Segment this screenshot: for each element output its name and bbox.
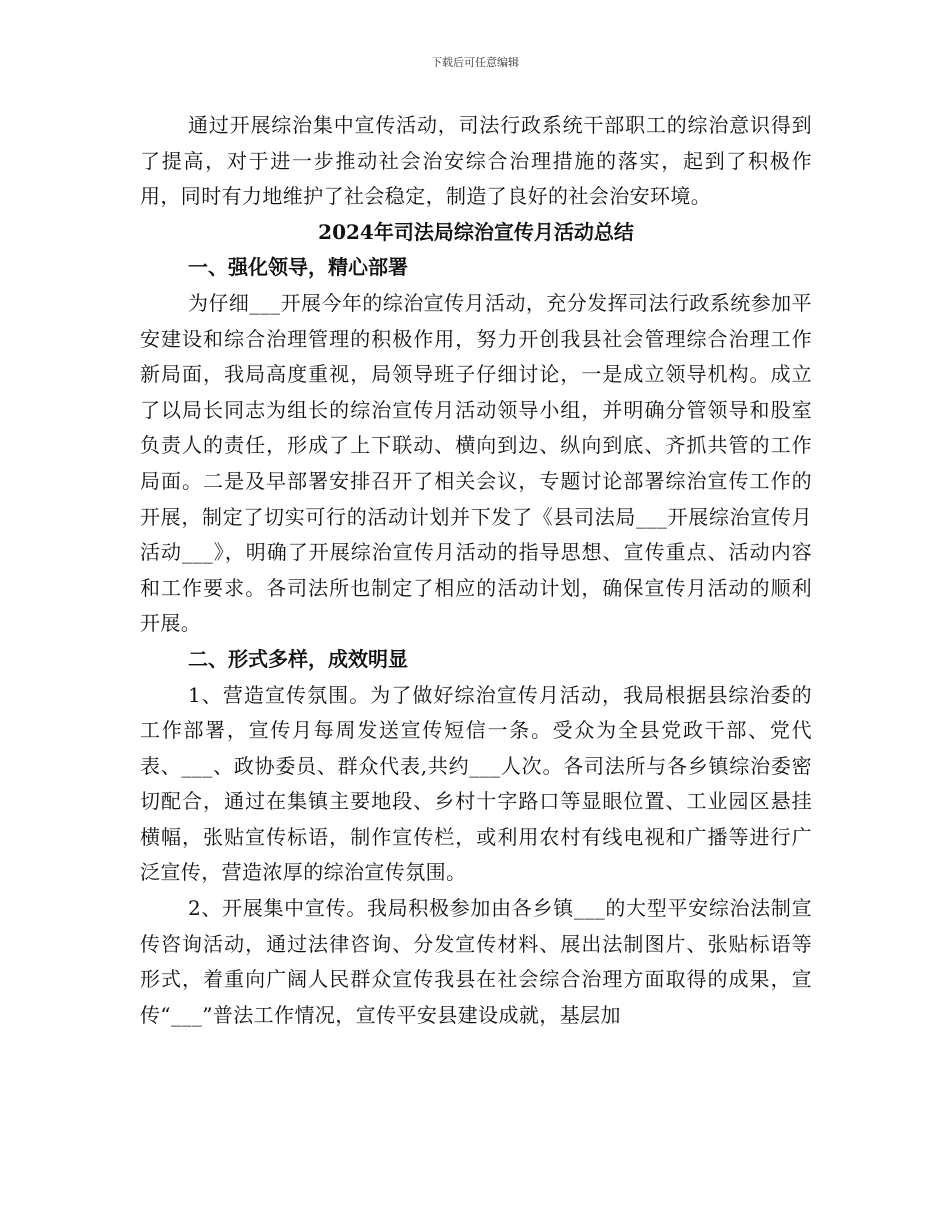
section2-heading: 二、形式多样，成效明显	[188, 646, 408, 671]
document-title: 2024年司法局综治宣传月活动总结	[318, 219, 634, 244]
section2-paragraph-1: 1、营造宣传氛围。为了做好综治宣传月活动，我局根据县综治委的工作部署，宣传月每周发送宣传短信一条。受众为全县党政干部、党代表、___、政协委员、群众代表,共约___人次。各司法所与各乡镇综治委密切配合，通过在集镇主要地段、乡村十字路口等显眼位置、工业园区悬挂横幅，张贴宣传标语，制作宣传栏，或利用农村有线电视和广播等进行广泛宣传，营造浓厚的综治宣传氛围。	[140, 682, 812, 885]
section2-paragraph-2: 2、开展集中宣传。我局积极参加由各乡镇___的大型平安综治法制宣传咨询活动，通过法律咨询、分发宣传材料、展出法制图片、张贴标语等形式，着重向广阔人民群众宣传我县在社会综合治理方面取得的成果，宣传“___”普法工作情况，宣传平安县建设成就，基层加	[140, 896, 812, 1027]
section1-paragraph: 为仔细___开展今年的综治宣传月活动，充分发挥司法行政系统参加平安建设和综合治理管理的积极作用，努力开创我县社会管理综合治理工作新局面，我局高度重视，局领导班子仔细讨论，一是成立领导机构。成立了以局长同志为组长的综治宣传月活动领导小组，并明确分管领导和股室负责人的责任，形成了上下联动、横向到边、纵向到底、齐抓共管的工作局面。二是及早部署安排召开了相关会议，专题讨论部署综治宣传工作的开展，制定了切实可行的活动计划并下发了《县司法局___开展综治宣传月活动___》，明确了开展综治宣传月活动的指导思想、宣传重点、活动内容和工作要求。各司法所也制定了相应的活动计划，确保宣传月活动的顺利开展。	[140, 290, 812, 636]
section1-heading: 一、强化领导，精心部署	[188, 255, 408, 280]
header-note: 下载后可任意编辑	[431, 56, 519, 69]
document-body	[140, 108, 812, 1033]
intro-paragraph: 通过开展综治集中宣传活动，司法行政系统干部职工的综治意识得到了提高，对于进一步推动社会治安综合治理措施的落实，起到了积极作用，同时有力地维护了社会稳定，制造了良好的社会治安环境。	[140, 113, 812, 209]
